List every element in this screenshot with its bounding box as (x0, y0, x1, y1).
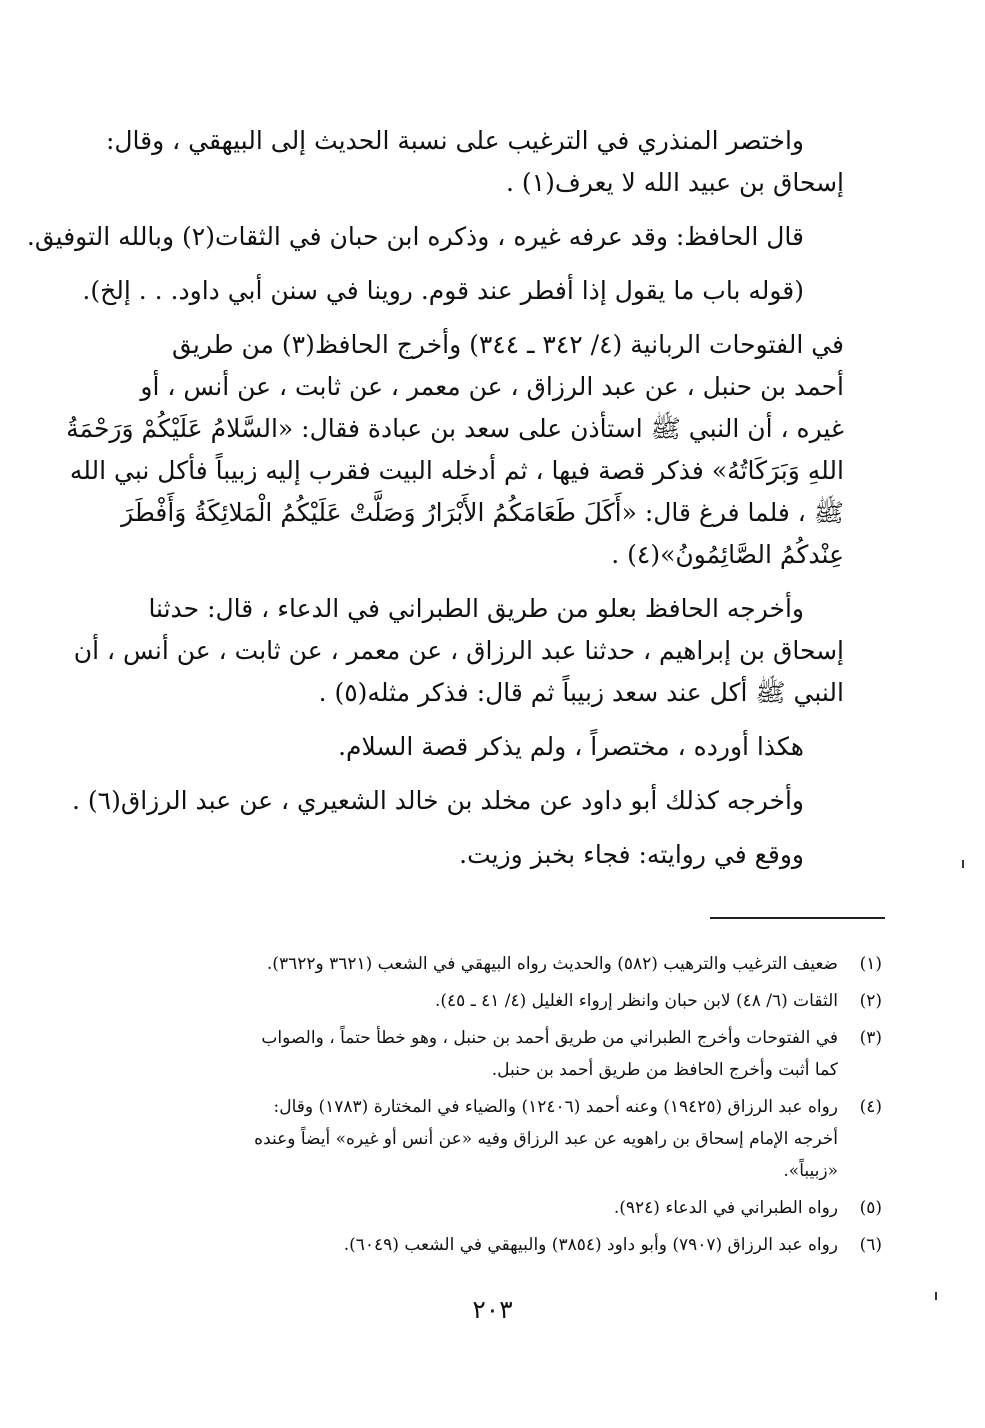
footnote-text (112, 1192, 838, 1224)
footnote-line: في الفتوحات وأخرج الطبراني من طريق أحمد بن حنبل ، وهو خطأ حتماً ، والصواب (261, 1028, 838, 1048)
footnote-text (112, 1022, 838, 1086)
text-line: النبي ﷺ أكل عند سعد زبيباً ثم قال: فذكر مثله(٥) . (318, 678, 844, 707)
text-line: إسحاق بن إبراهيم ، حدثنا عبد الرزاق ، عن معمر ، عن ثابت ، عن أنس ، أن (73, 636, 844, 665)
footnote-number: (٣) (859, 1028, 882, 1048)
text-line: في الفتوحات الربانية (٤/ ٣٤٢ ـ ٣٤٤) وأخرج الحافظ(٣) من طريق (172, 330, 844, 359)
footnote-number: (٢) (859, 991, 882, 1011)
footnote-line: رواه الطبراني في الدعاء (٩٢٤). (613, 1198, 838, 1218)
text-line: وأخرجه الحافظ بعلو من طريق الطبراني في الدعاء ، قال: حدثنا (148, 594, 804, 623)
footnote-number: (٤) (859, 1097, 882, 1117)
footnote-text (112, 1091, 838, 1187)
footnote (112, 1229, 882, 1261)
text-line: قال الحافظ: وقد عرفه غيره ، وذكره ابن حبان في الثقات(٢) وبالله التوفيق. (26, 222, 804, 251)
text-line: هكذا أورده ، مختصراً ، ولم يذكر قصة السلام. (338, 732, 804, 761)
text-line: غيره ، أن النبي ﷺ استأذن على سعد بن عبادة فقال: «السَّلامُ عَلَيْكُمْ وَرَحْمَةُ (66, 414, 844, 443)
footnote-number: (٦) (859, 1235, 882, 1255)
footnote-text (112, 1229, 838, 1261)
footnote-line: كما أثبت وأخرج الحافظ من طريق أحمد بن حنبل. (491, 1060, 838, 1080)
main-text (26, 120, 844, 876)
text-line: ﷺ ، فلما فرغ قال: «أَكَلَ طَعَامَكُمُ الأَبْرَارُ وَصَلَّتْ عَلَيْكُمُ الْمَلائِكَةُ وَأَفْطَرَ (121, 498, 844, 527)
footnote-number: (١) (859, 954, 882, 974)
text-line: اللهِ وَبَرَكَاتُهُ» فذكر قصة فيها ، ثم أدخله البيت فقرب إليه زبيباً فأكل نبي الله (69, 456, 844, 485)
footnote-line: رواه عبد الرزاق (١٩٤٢٥) وعنه أحمد (١٢٤٠٦) والضياء في المختارة (١٧٨٣) وقال: (273, 1097, 838, 1117)
scan-speck (962, 860, 964, 868)
text-line: عِنْدكُمُ الصَّائِمُونُ»(٤) . (611, 540, 844, 569)
footnote-text (112, 948, 838, 980)
footnotes (112, 948, 882, 1266)
footnote (112, 1192, 882, 1224)
text-line: ووقع في روايته: فجاء بخبز وزيت. (459, 840, 804, 869)
footnote (112, 985, 882, 1017)
footnote (112, 948, 882, 980)
footnote-line: رواه عبد الرزاق (٧٩٠٧) وأبو داود (٣٨٥٤) والبيهقي في الشعب (٦٠٤٩). (343, 1235, 838, 1255)
footnote-line: ضعيف الترغيب والترهيب (٥٨٢) والحديث رواه البيهقي في الشعب (٣٦٢١ و٣٦٢٢). (266, 954, 838, 974)
text-line: واختصر المنذري في الترغيب على نسبة الحديث إلى البيهقي ، وقال: (105, 126, 804, 155)
footnote-line: الثقات (٦/ ٤٨) لابن حبان وانظر إرواء الغليل (٤/ ٤١ ـ ٤٥). (434, 991, 838, 1011)
text-line: وأخرجه كذلك أبو داود عن مخلد بن خالد الشعيري ، عن عبد الرزاق(٦) . (71, 786, 804, 815)
page-number: ٢٠٣ (472, 1295, 513, 1324)
text-line: أحمد بن حنبل ، عن عبد الرزاق ، عن معمر ، عن ثابت ، عن أنس ، أو (140, 372, 844, 401)
text-line: إسحاق بن عبيد الله لا يعرف(١) . (506, 168, 844, 197)
footnote-separator (710, 917, 885, 919)
footnote-text (112, 985, 838, 1017)
footnote (112, 1022, 882, 1086)
footnote-line: «زبيباً». (783, 1161, 838, 1181)
scan-speck (935, 1292, 937, 1300)
text-line: (قوله باب ما يقول إذا أفطر عند قوم. روينا في سنن أبي داود. . . إلخ). (82, 276, 804, 305)
footnote-number: (٥) (859, 1198, 882, 1218)
footnote-line: أخرجه الإمام إسحاق بن راهويه عن عبد الرزاق وفيه «عن أنس أو غيره» أيضاً وعنده (254, 1129, 838, 1149)
footnote (112, 1091, 882, 1187)
